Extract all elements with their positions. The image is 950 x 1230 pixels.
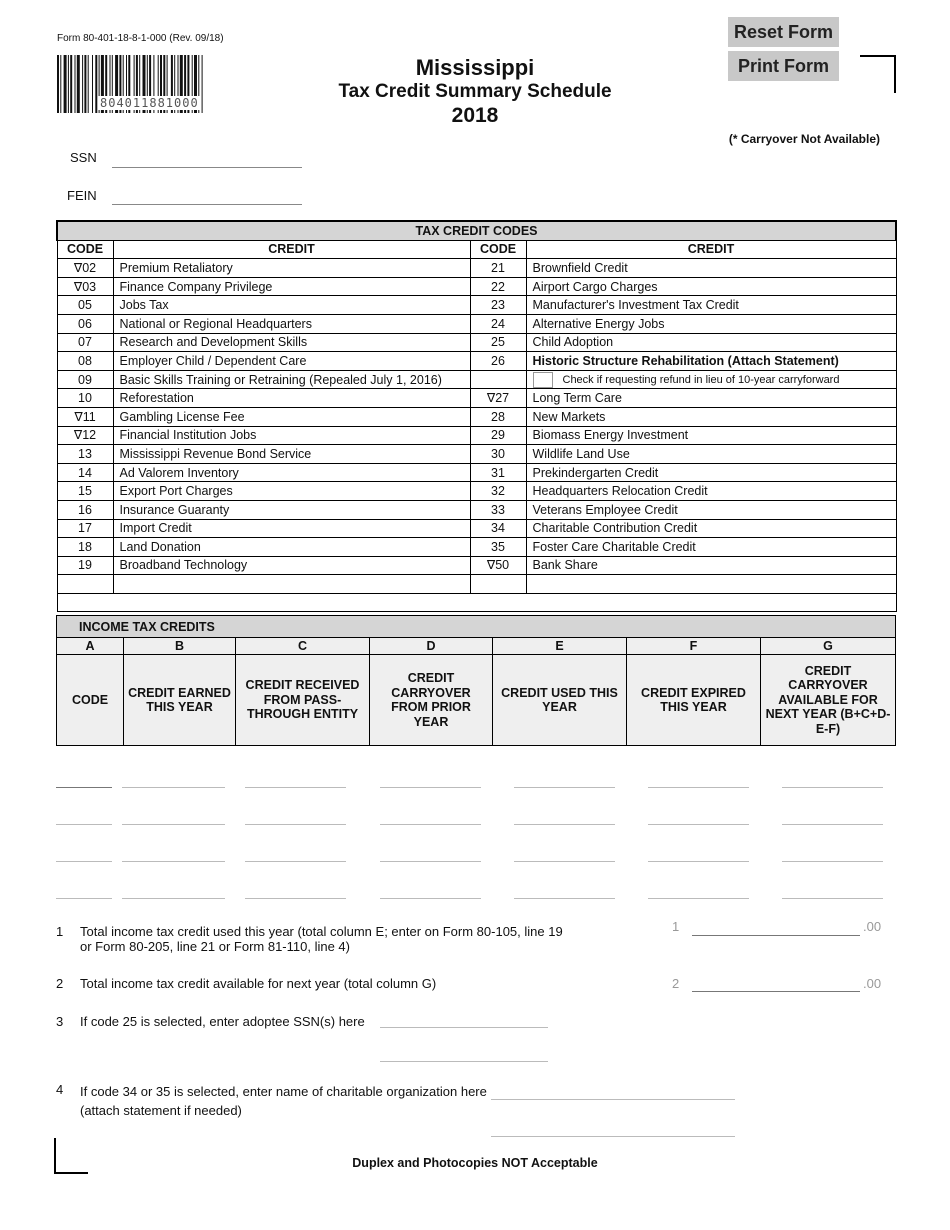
- credit-entry-field[interactable]: [245, 860, 346, 862]
- line-2-number: 2: [56, 976, 64, 991]
- codes-table-row: [57, 482, 896, 501]
- credit-name: Finance Company Privilege: [113, 277, 470, 296]
- codes-table-blank-row: [57, 575, 896, 594]
- credit-entry-field[interactable]: [782, 823, 883, 825]
- credit-code: 08: [57, 352, 113, 371]
- credit-name: Reforestation: [113, 389, 470, 408]
- credit-name: National or Regional Headquarters: [113, 314, 470, 333]
- credit-entry-field[interactable]: [380, 860, 481, 862]
- codes-table-row: [57, 407, 896, 426]
- page-title: Mississippi: [415, 55, 535, 80]
- credit-name: Child Adoption: [526, 333, 896, 352]
- print-form-button[interactable]: Print Form: [728, 51, 839, 81]
- column-letter: E: [493, 638, 627, 655]
- credit-name: Jobs Tax: [113, 296, 470, 315]
- line-1-text-b: or Form 80-205, line 21 or Form 81-110, line 4): [80, 939, 350, 954]
- codes-table-row: [57, 519, 896, 538]
- blank-cell: [113, 575, 470, 594]
- credit-name: Wildlife Land Use: [526, 445, 896, 464]
- credit-code: 31: [470, 463, 526, 482]
- credit-code: 28: [470, 407, 526, 426]
- credit-entry-field[interactable]: [122, 823, 225, 825]
- credit-entry-field[interactable]: [514, 897, 615, 899]
- income-tax-credits-table: [56, 615, 896, 746]
- credit-entry-field[interactable]: [122, 897, 225, 899]
- credit-name: Headquarters Relocation Credit: [526, 482, 896, 501]
- credit-code: 15: [57, 482, 113, 501]
- credit-entry-field[interactable]: [648, 897, 749, 899]
- credit-code: 10: [57, 389, 113, 408]
- codes-table-row: [57, 277, 896, 296]
- column-letter: D: [370, 638, 493, 655]
- credit-entry-field[interactable]: [782, 897, 883, 899]
- credit-name: Biomass Energy Investment: [526, 426, 896, 445]
- credit-code: 19: [57, 556, 113, 575]
- codes-table-row: [57, 314, 896, 333]
- credit-code: ∇03: [57, 277, 113, 296]
- line-2-box-number: 2: [672, 976, 680, 991]
- blank-cell: [470, 575, 526, 594]
- codes-table-row: [57, 500, 896, 519]
- column-letter: A: [57, 638, 124, 655]
- line-1-amount-field[interactable]: [692, 934, 860, 936]
- line-2-text: Total income tax credit available for next year (total column G): [80, 976, 437, 991]
- credit-entry-field[interactable]: [245, 786, 346, 788]
- codes-table-row: [57, 538, 896, 557]
- refund-checkbox-cell: [526, 370, 896, 389]
- ssn-label: SSN: [70, 150, 97, 165]
- codes-table-row: [57, 463, 896, 482]
- credit-entry-field[interactable]: [56, 786, 112, 788]
- credit-name: Manufacturer's Investment Tax Credit: [526, 296, 896, 315]
- credit-code: ∇11: [57, 407, 113, 426]
- line-4-text-a: If code 34 or 35 is selected, enter name of charitable organization here: [80, 1084, 487, 1099]
- codes-table-blank-row: [57, 593, 896, 612]
- codes-table-row: [57, 296, 896, 315]
- credit-name: Insurance Guaranty: [113, 500, 470, 519]
- line-4-text-b: (attach statement if needed): [80, 1103, 242, 1118]
- credit-entry-field[interactable]: [380, 897, 481, 899]
- credit-name: Broadband Technology: [113, 556, 470, 575]
- credit-entry-field[interactable]: [514, 786, 615, 788]
- header-code: CODE: [57, 240, 113, 259]
- credit-name: Charitable Contribution Credit: [526, 519, 896, 538]
- credit-code: 17: [57, 519, 113, 538]
- credit-name: Long Term Care: [526, 389, 896, 408]
- credit-code: 29: [470, 426, 526, 445]
- credit-code: 13: [57, 445, 113, 464]
- credit-code: ∇12: [57, 426, 113, 445]
- codes-table-row: [57, 333, 896, 352]
- credit-code: 32: [470, 482, 526, 501]
- credit-entry-field[interactable]: [122, 860, 225, 862]
- credit-code: 30: [470, 445, 526, 464]
- income-table-title: INCOME TAX CREDITS: [57, 616, 896, 638]
- line-3-number: 3: [56, 1014, 64, 1029]
- credit-name: Foster Care Charitable Credit: [526, 538, 896, 557]
- credit-code: 26: [470, 352, 526, 371]
- column-description: CREDIT CARRYOVER AVAILABLE FOR NEXT YEAR (B+C+D-E-F): [761, 655, 896, 746]
- credit-name: Ad Valorem Inventory: [113, 463, 470, 482]
- codes-table-row: [57, 259, 896, 278]
- column-description: CREDIT EARNED THIS YEAR: [124, 655, 236, 746]
- credit-entry-field[interactable]: [782, 786, 883, 788]
- refund-checkbox-label: Check if requesting refund in lieu of 10-year carryforward: [562, 373, 840, 386]
- credit-name: Historic Structure Rehabilitation (Attach Statement): [526, 352, 896, 371]
- credit-entry-field[interactable]: [56, 897, 112, 899]
- column-description: CREDIT CARRYOVER FROM PRIOR YEAR: [370, 655, 493, 746]
- credit-name: Gambling License Fee: [113, 407, 470, 426]
- ssn-field[interactable]: [112, 166, 302, 168]
- credit-code: 16: [57, 500, 113, 519]
- codes-table-row: [57, 556, 896, 575]
- credit-entry-field[interactable]: [648, 823, 749, 825]
- credit-code: 07: [57, 333, 113, 352]
- credit-entry-field[interactable]: [648, 786, 749, 788]
- credit-code: 18: [57, 538, 113, 557]
- blank-cell: [526, 575, 896, 594]
- credit-name: Bank Share: [526, 556, 896, 575]
- credit-name: Brownfield Credit: [526, 259, 896, 278]
- credit-name: Prekindergarten Credit: [526, 463, 896, 482]
- header-code: CODE: [470, 240, 526, 259]
- line-1-box-number: 1: [672, 919, 680, 934]
- credit-name: Financial Institution Jobs: [113, 426, 470, 445]
- carryover-note: (* Carryover Not Available): [728, 132, 880, 146]
- credit-name: New Markets: [526, 407, 896, 426]
- credit-code: 22: [470, 277, 526, 296]
- column-letter: C: [236, 638, 370, 655]
- credit-name: Export Port Charges: [113, 482, 470, 501]
- credit-code: ∇50: [470, 556, 526, 575]
- column-letter: B: [124, 638, 236, 655]
- credit-name: Land Donation: [113, 538, 470, 557]
- credit-code: [470, 370, 526, 389]
- column-description: CREDIT EXPIRED THIS YEAR: [627, 655, 761, 746]
- credit-entry-field[interactable]: [380, 786, 481, 788]
- column-letter: G: [761, 638, 896, 655]
- column-description: CREDIT RECEIVED FROM PASS-THROUGH ENTITY: [236, 655, 370, 746]
- credit-entry-field[interactable]: [514, 860, 615, 862]
- footer-note: Duplex and Photocopies NOT Acceptable: [352, 1156, 598, 1170]
- credit-code: 14: [57, 463, 113, 482]
- credit-code: 05: [57, 296, 113, 315]
- credit-name: Mississippi Revenue Bond Service: [113, 445, 470, 464]
- credit-entry-field[interactable]: [56, 823, 112, 825]
- refund-checkbox[interactable]: [533, 372, 553, 388]
- header-credit: CREDIT: [113, 240, 470, 259]
- header-credit: CREDIT: [526, 240, 896, 259]
- charity-name-field-2[interactable]: [491, 1135, 735, 1137]
- fein-label: FEIN: [67, 188, 97, 203]
- credit-code: 35: [470, 538, 526, 557]
- credit-code: 34: [470, 519, 526, 538]
- codes-table-row: [57, 352, 896, 371]
- credit-name: Airport Cargo Charges: [526, 277, 896, 296]
- title-block: [300, 55, 650, 128]
- credit-code: 21: [470, 259, 526, 278]
- credit-name: Premium Retaliatory: [113, 259, 470, 278]
- page-subtitle: Tax Credit Summary Schedule: [338, 81, 612, 102]
- credit-code: ∇27: [470, 389, 526, 408]
- credit-code: 23: [470, 296, 526, 315]
- barcode-number: 804011881000: [100, 96, 199, 110]
- credit-name: Veterans Employee Credit: [526, 500, 896, 519]
- codes-table-row: [57, 389, 896, 408]
- column-description: CODE: [57, 655, 124, 746]
- line-1-text-a: Total income tax credit used this year (total column E; enter on Form 80-105, line 19: [80, 924, 563, 939]
- codes-table-title: TAX CREDIT CODES: [57, 221, 896, 240]
- codes-table-row: [57, 445, 896, 464]
- credit-code: 33: [470, 500, 526, 519]
- line-2-amount-field[interactable]: [692, 990, 860, 992]
- line-1-text: [80, 924, 563, 954]
- blank-cell: [57, 593, 896, 612]
- credit-entry-field[interactable]: [648, 860, 749, 862]
- tax-year: 2018: [451, 104, 499, 127]
- credit-name: Basic Skills Training or Retraining (Repealed July 1, 2016): [113, 370, 470, 389]
- corner-mark-top-right: [860, 55, 896, 93]
- charity-name-field-1[interactable]: [491, 1098, 735, 1100]
- credit-name: Employer Child / Dependent Care: [113, 352, 470, 371]
- credit-name: Import Credit: [113, 519, 470, 538]
- form-number: Form 80-401-18-8-1-000 (Rev. 09/18): [57, 33, 224, 44]
- credit-entry-field[interactable]: [245, 823, 346, 825]
- line-3-text: If code 25 is selected, enter adoptee SSN(s) here: [80, 1014, 365, 1029]
- credit-code: 25: [470, 333, 526, 352]
- line-1-number: 1: [56, 924, 64, 939]
- fein-field[interactable]: [112, 203, 302, 205]
- credit-entry-field[interactable]: [245, 897, 346, 899]
- credit-entry-field[interactable]: [56, 860, 112, 862]
- reset-form-button[interactable]: Reset Form: [728, 17, 839, 47]
- column-description: CREDIT USED THIS YEAR: [493, 655, 627, 746]
- credit-entry-field[interactable]: [514, 823, 615, 825]
- line-4-number: 4: [56, 1082, 64, 1097]
- credit-code: ∇02: [57, 259, 113, 278]
- codes-table-row: [57, 370, 896, 389]
- credit-code: 09: [57, 370, 113, 389]
- codes-table-row: [57, 426, 896, 445]
- line-2-cents: .00: [863, 976, 882, 991]
- adoptee-ssn-field-2[interactable]: [380, 1060, 548, 1062]
- credit-entry-field[interactable]: [380, 823, 481, 825]
- column-letter: F: [627, 638, 761, 655]
- line-4-text: [80, 1082, 487, 1120]
- credit-entry-field[interactable]: [122, 786, 225, 788]
- blank-cell: [57, 575, 113, 594]
- tax-credit-codes-table: [56, 220, 897, 612]
- credit-code: 06: [57, 314, 113, 333]
- line-1-cents: .00: [863, 919, 882, 934]
- credit-name: Alternative Energy Jobs: [526, 314, 896, 333]
- credit-name: Research and Development Skills: [113, 333, 470, 352]
- adoptee-ssn-field-1[interactable]: [380, 1026, 548, 1028]
- credit-entry-field[interactable]: [782, 860, 883, 862]
- credit-code: 24: [470, 314, 526, 333]
